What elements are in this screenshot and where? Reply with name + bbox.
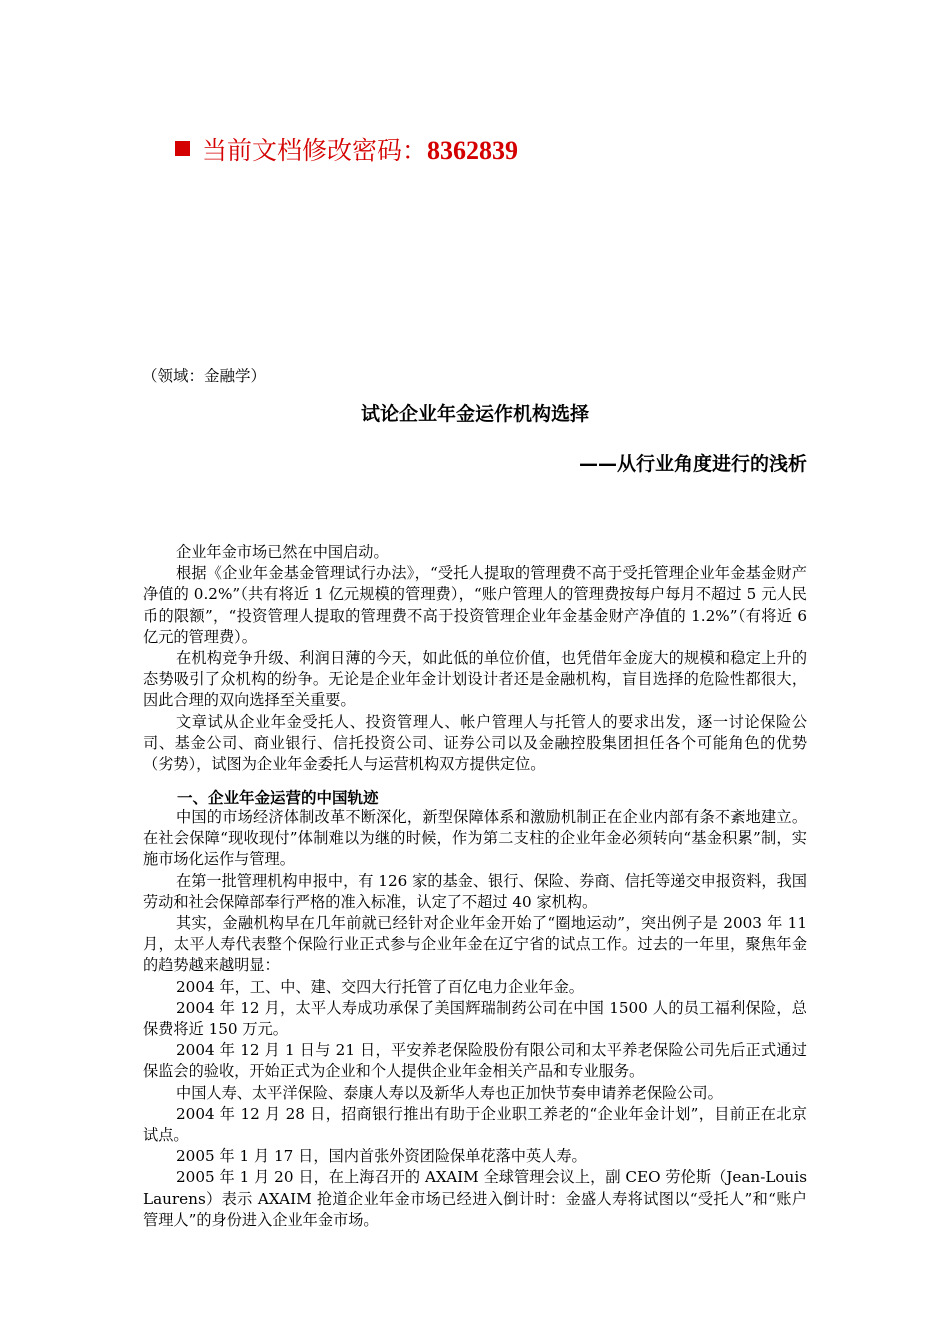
- password-label: 当前文档修改密码：: [202, 136, 428, 165]
- body-paragraph: 在第一批管理机构申报中，有 126 家的基金、银行、保险、券商、信托等递交申报资料，我国劳动和社会保障部奉行严格的准入标准，认定了不超过 40 家机构。: [143, 871, 807, 911]
- field-label: （领域：金融学）: [142, 367, 267, 385]
- section-heading: 一、企业年金运营的中国轨迹: [177, 789, 379, 807]
- intro-paragraph: 根据《企业年金基金管理试行办法》，“受托人提取的管理费不高于受托管理企业年金基金财产净值的 0.2%”（共有将近 1 亿元规模的管理费），“账户管理人的管理费按每户每月不超过 5 元人民币的限额”，“投资管理人提取的管理费不高于投资管理企业年金基金财产净值的 1.2%”（有将近 6 亿元的管理费）。: [143, 564, 807, 646]
- body-paragraph: 2004 年，工、中、建、交四大行托管了百亿电力企业年金。: [176, 977, 584, 996]
- body-paragraph: 2005 年 1 月 17 日，国内首张外资团险保单花落中英人寿。: [176, 1147, 587, 1166]
- intro-paragraph: 企业年金市场已然在中国启动。: [176, 543, 389, 561]
- body-paragraph: 2004 年 12 月 1 日与 21 日，平安养老保险股份有限公司和太平养老保险公司先后正式通过保监会的验收，开始正式为企业和个人提供企业年金相关产品和专业服务。: [143, 1041, 807, 1081]
- password-code: 8362839: [427, 136, 519, 165]
- red-square-icon: [175, 141, 190, 156]
- intro-section: [143, 542, 807, 775]
- body-paragraph: 中国的市场经济体制改革不断深化，新型保障体系和激励机制正在企业内部有条不紊地建立。在社会保障“现收现付”体制难以为继的时候，作为第二支柱的企业年金必须转向“基金积累”制，实施市场化运作与管理。: [143, 808, 807, 869]
- body-paragraph: 其实，金融机构早在几年前就已经针对企业年金开始了“圈地运动”，突出例子是 2003 年 11 月，太平人寿代表整个保险行业正式参与企业年金在辽宁省的试点工作。过去的一年里，聚焦年金的趋势越来越明显：: [143, 914, 807, 975]
- body-paragraph: 2004 年 12 月，太平人寿成功承保了美国辉瑞制药公司在中国 1500 人的员工福利保险，总保费将近 150 万元。: [143, 998, 807, 1039]
- body-paragraph: 2004 年 12 月 28 日，招商银行推出有助于企业职工养老的“企业年金计划”，目前正在北京试点。: [143, 1104, 807, 1145]
- section-body: [143, 807, 807, 1231]
- intro-paragraph: 文章试从企业年金受托人、投资管理人、帐户管理人与托管人的要求出发，逐一讨论保险公司、基金公司、商业银行、信托投资公司、证券公司以及金融控股集团担任各个可能角色的优势（劣势），试图为企业年金委托人与运营机构双方提供定位。: [143, 712, 807, 774]
- intro-paragraph: 在机构竞争升级、利润日薄的今天，如此低的单位价值，也凭借年金庞大的规模和稳定上升的态势吸引了众机构的纷争。无论是企业年金计划设计者还是金融机构，盲目选择的危险性都很大，因此合理的双向选择至关重要。: [143, 649, 807, 710]
- password-notice: [175, 134, 518, 168]
- body-paragraph: 中国人寿、太平洋保险、泰康人寿以及新华人寿也正加快节奏申请养老保险公司。: [176, 1083, 723, 1102]
- body-paragraph: 2005 年 1 月 20 日，在上海召开的 AXAIM 全球管理会议上，副 CEO 劳伦斯（Jean-Louis Laurens）表示 AXAIM 抢道企业年金市场已经进入倒计时：金盛人寿将试图以“受托人”和“账户管理人”的身份进入企业年金市场。: [143, 1168, 807, 1229]
- document-subtitle: ——从行业角度进行的浅析: [578, 453, 807, 475]
- document-title: 试论企业年金运作机构选择: [360, 403, 589, 425]
